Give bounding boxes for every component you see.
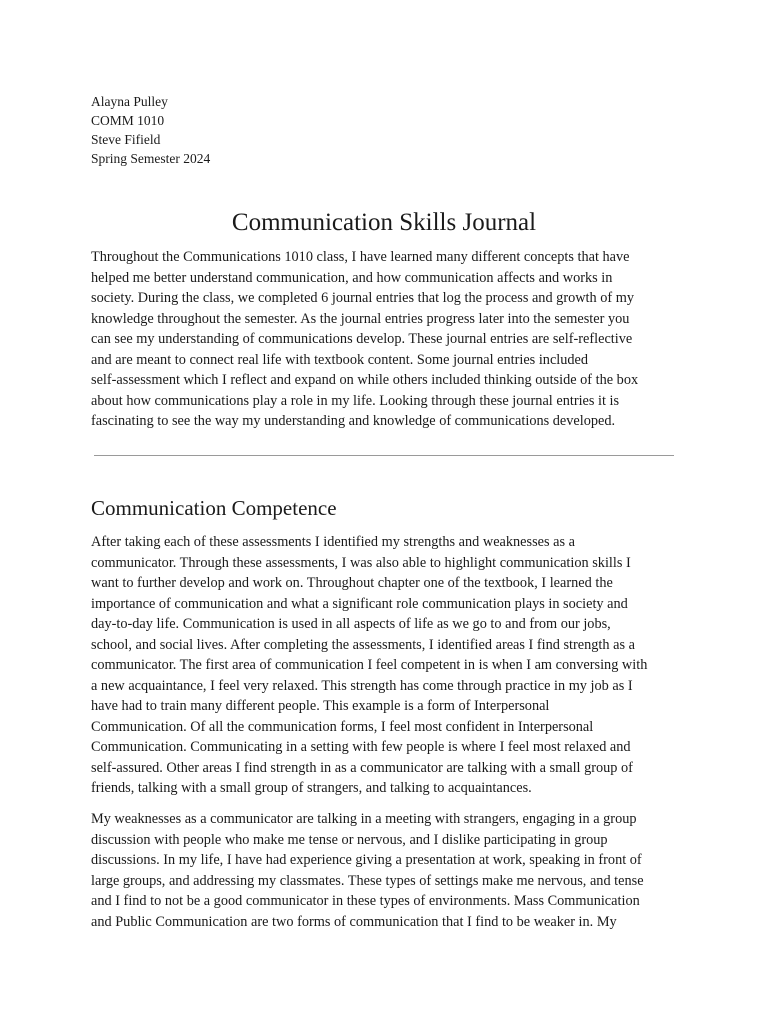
text-line: friends, talking with a small group of strangers, and talking to acquaintances. [91, 780, 532, 796]
semester: Spring Semester 2024 [91, 151, 211, 166]
author-header [91, 92, 210, 168]
text-line: and are meant to connect real life with textbook content. Some journal entries included [91, 351, 589, 368]
text-line: fascinating to see the way my understanding and knowledge of communications developed. [91, 413, 616, 429]
text-line: helped me better understand communication, and how communication affects and works in [91, 269, 613, 286]
author-name: Alayna Pulley [91, 94, 168, 109]
text-line: self-assured. Other areas I find strength in as a communicator are talking with a small group of [91, 759, 633, 776]
text-line: day-to-day life. Communication is used in all aspects of life as we go to and from our jobs, [91, 616, 611, 632]
text-line: After taking each of these assessments I identified my strengths and weaknesses as a [91, 534, 575, 550]
text-line: large groups, and addressing my classmates. These types of settings make me nervous, and tense [91, 872, 644, 889]
text-line: self-assessment which I reflect and expand on while others included thinking outside of the box [91, 372, 639, 388]
text-line: and I find to not be a good communicator in these types of environments. Mass Communication [91, 893, 640, 909]
text-line: importance of communication and what a significant role communication plays in society and [91, 595, 628, 612]
text-line: Communication. Of all the communication forms, I feel most confident in Interpersonal [91, 718, 594, 735]
text-line: discussions. In my life, I have had experience giving a presentation at work, speaking in front of [91, 852, 642, 868]
horizontal-divider [94, 455, 674, 456]
text-line: a new acquaintance, I feel very relaxed. This strength has come through practice in my job as I [91, 677, 633, 694]
text-line: knowledge throughout the semester. As the journal entries progress later into the semester you [91, 310, 630, 327]
text-line: Communication. Communicating in a setting with few people is where I feel most relaxed and [91, 739, 631, 755]
text-line: and Public Communication are two forms of communication that I find to be weaker in. My [91, 913, 617, 930]
body-paragraph-1 [91, 532, 691, 799]
text-line: My weaknesses as a communicator are talking in a meeting with strangers, engaging in a group [91, 811, 637, 827]
text-line: school, and social lives. After completing the assessments, I identified areas I find strength as a [91, 636, 635, 653]
text-line: discussion with people who make me tense or nervous, and I dislike participating in group [91, 831, 608, 848]
text-line: can see my understanding of communications develop. These journal entries are self-reflective [91, 331, 633, 347]
course-code: COMM 1010 [91, 113, 165, 128]
text-line: want to further develop and work on. Throughout chapter one of the textbook, I learned the [91, 575, 613, 591]
text-line: communicator. Through these assessments, I was also able to highlight communication skills I [91, 554, 631, 571]
section-heading: Communication Competence [91, 496, 337, 520]
intro-paragraph [91, 247, 691, 432]
text-line: communicator. The first area of communication I feel competent in is when I am conversing with [91, 657, 648, 673]
text-line: Throughout the Communications 1010 class, I have learned many different concepts that have [91, 249, 630, 265]
document-title: Communication Skills Journal [231, 209, 537, 236]
body-paragraph-2 [91, 809, 691, 932]
text-line: have had to train many different people. This example is a form of Interpersonal [91, 698, 550, 714]
text-line: society. During the class, we completed 6 journal entries that log the process and growth of my [91, 290, 635, 306]
text-line: about how communications play a role in my life. Looking through these journal entries it is [91, 392, 620, 409]
instructor-name: Steve Fifield [91, 132, 161, 147]
